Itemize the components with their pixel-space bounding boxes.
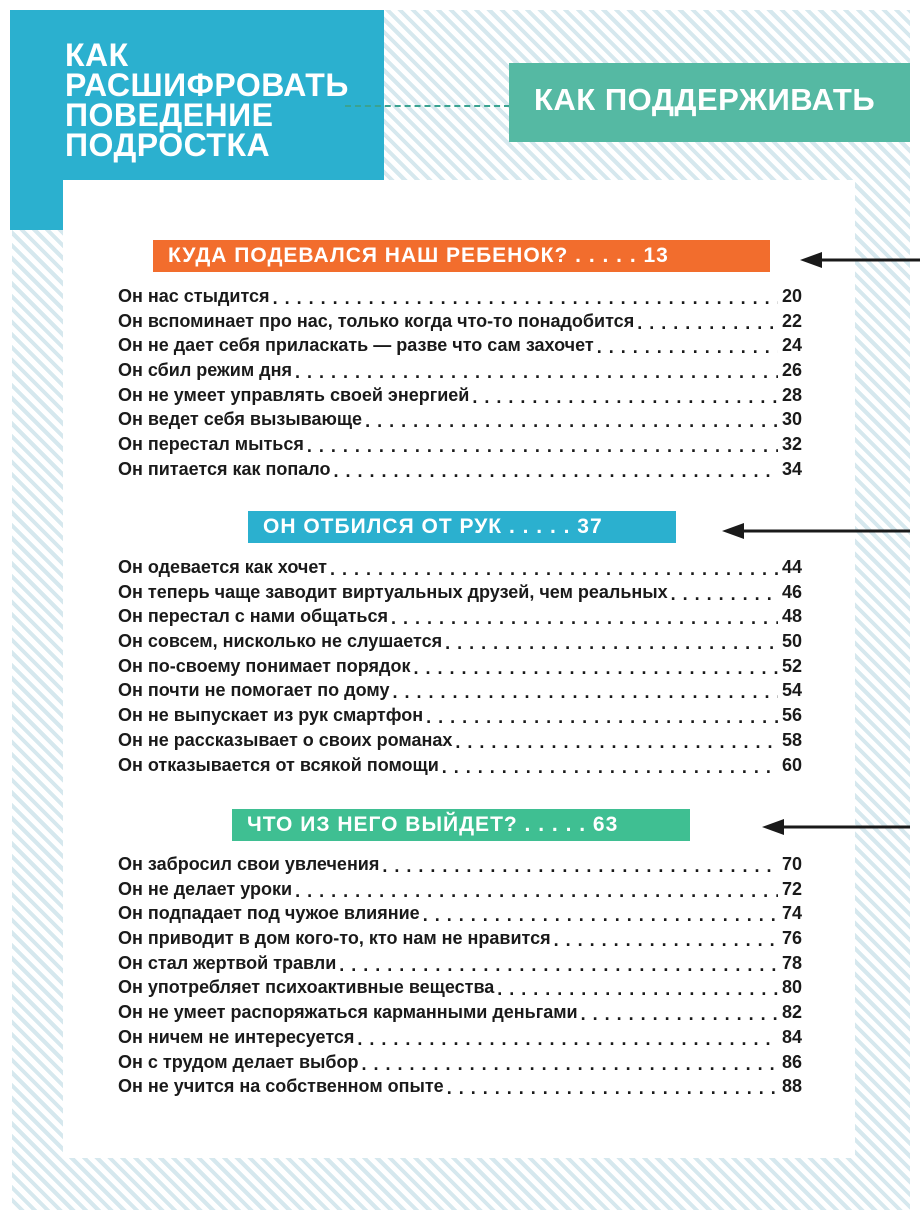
toc-item-label: Он не учится на собственном опыте . . .: [118, 1076, 447, 1096]
toc-item-page: 76: [778, 926, 802, 951]
toc-item-page: 74: [778, 901, 802, 926]
toc-item-label: Он нас стыдится . . .: [118, 286, 273, 306]
toc-item-label: Он питается как попало . . .: [118, 459, 333, 479]
toc-item[interactable]: [118, 604, 802, 629]
toc-item-page: 32: [778, 432, 802, 457]
toc-item-label: Он приводит в дом кого-то, кто нам не нравится . . .: [118, 928, 554, 948]
toc-item[interactable]: [118, 333, 802, 358]
toc-item-label: Он не дает себя приласкать — разве что сам захочет . . .: [118, 335, 597, 355]
toc-item-label: Он совсем, нисколько не слушается . . .: [118, 631, 445, 651]
toc-item-label: Он почти не помогает по дому . . .: [118, 680, 392, 700]
toc-item-page: 22: [778, 309, 802, 334]
toc-item-label: Он ничем не интересуется . . .: [118, 1027, 357, 1047]
toc-item[interactable]: [118, 1050, 802, 1075]
toc-item[interactable]: [118, 852, 802, 877]
toc-item-page: 52: [778, 654, 802, 679]
toc-item[interactable]: [118, 926, 802, 951]
toc-item[interactable]: [118, 555, 802, 580]
toc-list: [118, 852, 802, 1099]
toc-item-label: Он теперь чаще заводит виртуальных друзей, чем реальных . . .: [118, 582, 671, 602]
toc-item[interactable]: [118, 383, 802, 408]
toc-item[interactable]: [118, 951, 802, 976]
toc-item-page: 56: [778, 703, 802, 728]
prev-chapter-title: [65, 37, 365, 163]
toc-item[interactable]: [118, 629, 802, 654]
toc-item-label: Он не выпускает из рук смартфон . . .: [118, 705, 426, 725]
toc-item[interactable]: [118, 284, 802, 309]
toc-item[interactable]: [118, 654, 802, 679]
toc-item-label: Он не умеет распоряжаться карманными деньгами . . .: [118, 1002, 581, 1022]
toc-item-page: 58: [778, 728, 802, 753]
arrow-left-icon: [800, 250, 920, 270]
toc-item[interactable]: [118, 753, 802, 778]
toc-item[interactable]: [118, 703, 802, 728]
prev-chapter-title-line: КАК: [65, 37, 129, 73]
toc-item-page: 48: [778, 604, 802, 629]
toc-item-page: 50: [778, 629, 802, 654]
toc-item-page: 60: [778, 753, 802, 778]
toc-item[interactable]: [118, 975, 802, 1000]
toc-item-page: 54: [778, 678, 802, 703]
toc-item-page: 44: [778, 555, 802, 580]
toc-item-page: 20: [778, 284, 802, 309]
prev-chapter-title-line: ПОДРОСТКА: [65, 127, 271, 163]
arrow-left-icon: [762, 817, 910, 837]
toc-item-page: 26: [778, 358, 802, 383]
toc-item[interactable]: [118, 358, 802, 383]
toc-item-page: 28: [778, 383, 802, 408]
toc-item[interactable]: [118, 901, 802, 926]
toc-item-label: Он с трудом делает выбор . . .: [118, 1052, 362, 1072]
toc-item-page: 88: [778, 1074, 802, 1099]
toc-item-label: Он по-своему понимает порядок . . .: [118, 656, 413, 676]
toc-item-label: Он не умеет управлять своей энергией . . .: [118, 385, 472, 405]
section-header[interactable]: ЧТО ИЗ НЕГО ВЫЙДЕТ? . . . . . 63: [232, 809, 690, 841]
toc-item-label: Он сбил режим дня . . .: [118, 360, 295, 380]
toc-item-label: Он забросил свои увлечения . . .: [118, 854, 382, 874]
toc-item-page: 30: [778, 407, 802, 432]
toc-item[interactable]: [118, 580, 802, 605]
toc-item[interactable]: [118, 1000, 802, 1025]
toc-item-page: 84: [778, 1025, 802, 1050]
prev-chapter-title-line: РАСШИФРОВАТЬ: [65, 67, 349, 103]
toc-item-page: 34: [778, 457, 802, 482]
toc-item[interactable]: [118, 1025, 802, 1050]
toc-item-label: Он стал жертвой травли . . .: [118, 953, 339, 973]
toc-item-label: Он употребляет психоактивные вещества . . .: [118, 977, 497, 997]
toc-item-label: Он одевается как хочет . . .: [118, 557, 330, 577]
toc-item-label: Он перестал мыться . . .: [118, 434, 307, 454]
toc-item-page: 72: [778, 877, 802, 902]
toc-item[interactable]: [118, 309, 802, 334]
toc-item-label: Он отказывается от всякой помощи . . .: [118, 755, 442, 775]
toc-item-label: Он не делает уроки . . .: [118, 879, 295, 899]
toc-item[interactable]: [118, 728, 802, 753]
dashed-connector: [345, 105, 510, 107]
toc-item[interactable]: [118, 407, 802, 432]
toc-item-label: Он не рассказывает о своих романах . . .: [118, 730, 455, 750]
toc-item-page: 70: [778, 852, 802, 877]
toc-item[interactable]: [118, 678, 802, 703]
toc-item[interactable]: [118, 1074, 802, 1099]
toc-item-page: 80: [778, 975, 802, 1000]
toc-item[interactable]: [118, 877, 802, 902]
toc-item-label: Он подпадает под чужое влияние . . .: [118, 903, 423, 923]
arrow-left-icon: [722, 521, 910, 541]
chapter-tab-title: КАК ПОДДЕРЖИВАТЬ: [534, 82, 876, 117]
toc-item[interactable]: [118, 432, 802, 457]
toc-item-page: 24: [778, 333, 802, 358]
toc-item-page: 46: [778, 580, 802, 605]
section-header[interactable]: КУДА ПОДЕВАЛСЯ НАШ РЕБЕНОК? . . . . . 13: [153, 240, 770, 272]
toc-item-page: 86: [778, 1050, 802, 1075]
toc-item-label: Он вспоминает про нас, только когда что-то понадобится . . .: [118, 311, 637, 331]
prev-chapter-title-line: ПОВЕДЕНИЕ: [65, 97, 274, 133]
toc-list: [118, 284, 802, 482]
toc-item-label: Он ведет себя вызывающе . . .: [118, 409, 365, 429]
toc-item[interactable]: [118, 457, 802, 482]
toc-item-page: 78: [778, 951, 802, 976]
toc-item-page: 82: [778, 1000, 802, 1025]
toc-item-label: Он перестал с нами общаться . . .: [118, 606, 391, 626]
toc-list: [118, 555, 802, 777]
section-header[interactable]: ОН ОТБИЛСЯ ОТ РУК . . . . . 37: [248, 511, 676, 543]
